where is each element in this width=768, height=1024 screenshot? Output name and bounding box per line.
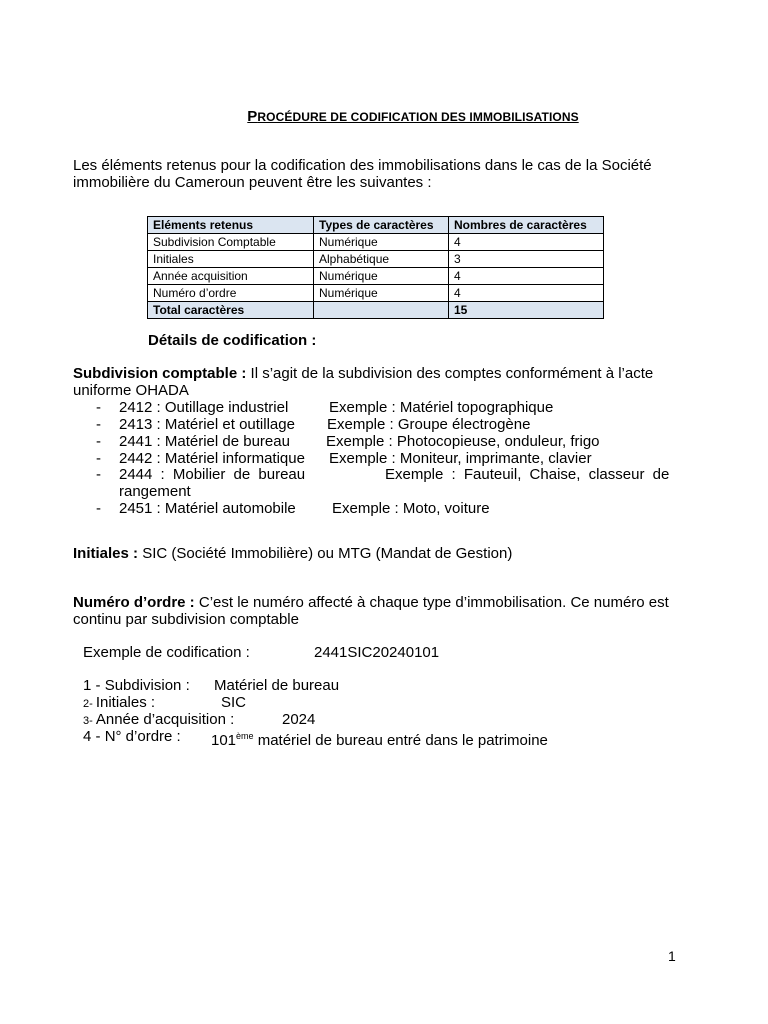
subdivision-text: Il s’agit de la subdivision des comptes conformément à l’acte uniforme OHADA	[73, 365, 654, 399]
page-number: 1	[668, 948, 676, 964]
example-line-label: Initiales :	[95, 694, 156, 711]
title-first-letter: P	[247, 108, 258, 125]
example-line-num: 1 -	[83, 677, 105, 694]
table-total-row	[148, 302, 604, 319]
bullet-code: 2441 : Matériel de bureau	[119, 433, 290, 450]
bullet-code: 2451 : Matériel automobile	[119, 500, 296, 517]
bullet-example: Exemple : Groupe électrogène	[327, 416, 531, 433]
table-header-row	[148, 217, 604, 234]
table-header-cell: Nombres de caractères	[449, 217, 604, 234]
table-cell: 4	[449, 285, 604, 302]
bullet-example: Exemple : Photocopieuse, onduleur, frigo	[326, 433, 600, 450]
numero-text: C’est le numéro affecté à chaque type d’immobilisation. Ce numéro est continu par subdivision comptable	[73, 594, 669, 628]
bullet-code: 2442 : Matériel informatique	[119, 450, 305, 467]
table-cell	[314, 302, 449, 319]
example-code: 2441SIC20240101	[314, 644, 440, 661]
bullet-dash: -	[96, 500, 101, 517]
table-row	[148, 268, 604, 285]
bullet-example: Exemple : Moto, voiture	[332, 500, 490, 517]
table-cell: Numéro d’ordre	[148, 285, 314, 302]
intro-paragraph: Les éléments retenus pour la codification des immobilisations dans le cas de la Société immobilière du Cameroun peuvent être les suivantes :	[73, 157, 652, 191]
bullet-code: 2444 : Mobilier de bureau	[119, 466, 306, 483]
subdivision-label: Subdivision comptable :	[73, 365, 247, 382]
numero-paragraph	[73, 594, 678, 628]
example-line-num: 3-	[83, 715, 96, 727]
table-cell: Initiales	[148, 251, 314, 268]
table-row	[148, 251, 604, 268]
bullet-example: Exemple : Moniteur, imprimante, clavier	[329, 450, 592, 467]
bullet-code: 2412 : Outillage industriel	[119, 399, 289, 416]
initiales-paragraph	[73, 545, 678, 562]
table-cell: Alphabétique	[314, 251, 449, 268]
bullet-dash: -	[96, 450, 101, 467]
example-line-value	[211, 728, 548, 749]
example-line	[83, 728, 181, 745]
bullet-continuation: rangement	[119, 483, 191, 500]
bullet-dash: -	[96, 416, 101, 433]
example-line-value: Matériel de bureau	[214, 677, 340, 694]
table-row	[148, 285, 604, 302]
bullet-dash: -	[96, 466, 101, 483]
table-header-cell: Eléments retenus	[148, 217, 314, 234]
example-line-num: 2-	[83, 698, 96, 710]
table-cell: Numérique	[314, 268, 449, 285]
example-line-label: Année d’acquisition :	[95, 711, 235, 728]
table-cell: Numérique	[314, 285, 449, 302]
title-rest: ROCÉDURE DE CODIFICATION DES IMMOBILISATIONS	[257, 110, 579, 124]
details-heading: Détails de codification :	[148, 332, 317, 349]
example-line-value: 2024	[282, 711, 316, 728]
example-line-label: N° d’ordre :	[104, 728, 181, 745]
table-header-cell: Types de caractères	[314, 217, 449, 234]
bullet-code: 2413 : Matériel et outillage	[119, 416, 295, 433]
table-cell: 4	[449, 234, 604, 251]
table-cell: 4	[449, 268, 604, 285]
bullet-dash: -	[96, 399, 101, 416]
numero-label: Numéro d’ordre :	[73, 594, 195, 611]
bullet-example: Exemple : Matériel topographique	[329, 399, 554, 416]
elements-table	[147, 216, 604, 319]
example-line-num: 4 -	[83, 728, 105, 745]
table-cell: Année acquisition	[148, 268, 314, 285]
example-line-value: SIC	[221, 694, 247, 711]
table-cell: Subdivision Comptable	[148, 234, 314, 251]
ordre-superscript: ème	[236, 731, 254, 741]
table-cell: 3	[449, 251, 604, 268]
bullet-dash: -	[96, 433, 101, 450]
subdivision-paragraph	[73, 365, 678, 399]
initiales-label: Initiales :	[73, 545, 139, 562]
table-cell: Numérique	[314, 234, 449, 251]
table-cell: Total caractères	[148, 302, 314, 319]
initiales-text: SIC (Société Immobilière) ou MTG (Mandat de Gestion)	[138, 545, 513, 562]
example-line-label: Subdivision :	[104, 677, 190, 694]
document-title	[0, 108, 768, 125]
bullet-example: Exemple : Fauteuil, Chaise, classeur de	[385, 466, 670, 483]
ordre-rest: matériel de bureau entré dans le patrimoine	[253, 732, 548, 749]
ordre-number: 101	[211, 732, 237, 749]
example-label: Exemple de codification :	[83, 644, 250, 661]
example-line	[83, 677, 190, 694]
table-cell: 15	[449, 302, 604, 319]
table-row	[148, 234, 604, 251]
